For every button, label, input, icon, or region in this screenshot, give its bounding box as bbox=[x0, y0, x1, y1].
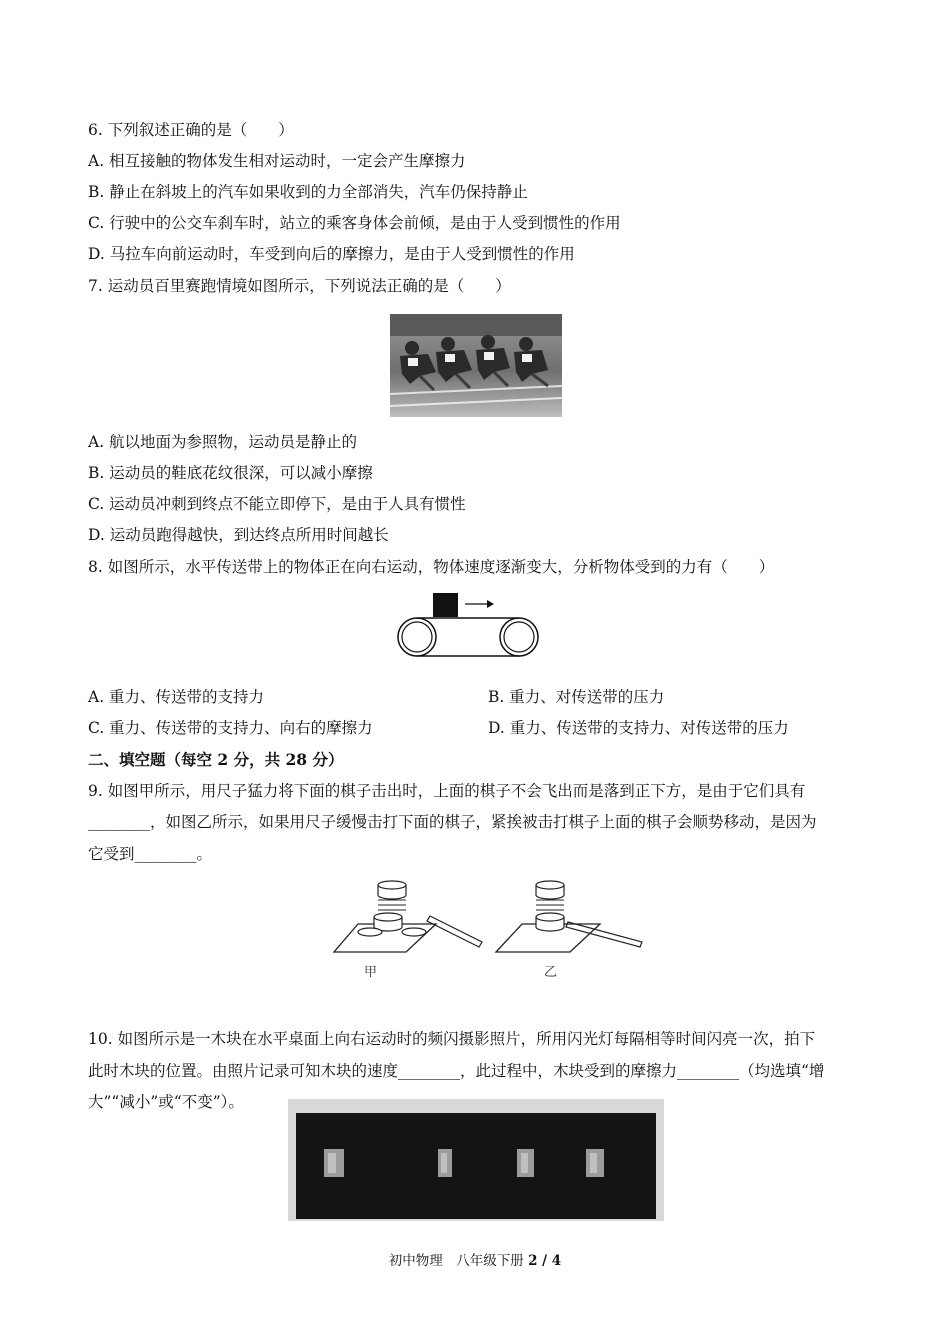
q8-option-b: B. 重力、对传送带的压力 bbox=[488, 688, 665, 706]
q6-stem: 6. 下列叙述正确的是（ ） bbox=[88, 121, 294, 139]
footer-text: 初中物理 八年级下册 bbox=[388, 1253, 529, 1269]
chess-pieces-diagram bbox=[330, 880, 648, 980]
q8-stem: 8. 如图所示，水平传送带上的物体正在向右运动，物体速度逐渐变大，分析物体受到的力有（ ） bbox=[88, 558, 775, 576]
q8-option-c: C. 重力、传送带的支持力、向右的摩擦力 bbox=[88, 719, 373, 737]
q6-option-d: D. 马拉车向前运动时，车受到向后的摩擦力，是由于人受到惯性的作用 bbox=[88, 245, 575, 263]
q10-line-3: 大”“减小”或“不变”）。 bbox=[88, 1093, 244, 1111]
q9-line-3: 它受到________。 bbox=[88, 845, 213, 863]
sprinters-photo bbox=[390, 314, 562, 417]
q10-line-1: 10. 如图所示是一木块在水平桌面上向右运动时的频闪摄影照片，所用闪光灯每隔相等时间闪亮一次，拍下 bbox=[88, 1030, 816, 1048]
q6-option-a: A. 相互接触的物体发生相对运动时，一定会产生摩擦力 bbox=[88, 152, 466, 170]
q7-option-c: C. 运动员冲刺到终点不能立即停下，是由于人具有惯性 bbox=[88, 495, 466, 513]
q6-option-c: C. 行驶中的公交车刹车时，站立的乘客身体会前倾，是由于人受到惯性的作用 bbox=[88, 214, 621, 232]
q7-stem: 7. 运动员百里赛跑情境如图所示，下列说法正确的是（ ） bbox=[88, 277, 511, 295]
strobe-photo bbox=[288, 1099, 664, 1221]
q6-option-b: B. 静止在斜坡上的汽车如果收到的力全部消失，汽车仍保持静止 bbox=[88, 183, 528, 201]
page-footer bbox=[0, 1249, 950, 1269]
q7-option-d: D. 运动员跑得越快，到达终点所用时间越长 bbox=[88, 526, 389, 544]
q7-option-a: A. 航以地面为参照物，运动员是静止的 bbox=[88, 433, 358, 451]
page-number: 2 / 4 bbox=[528, 1253, 562, 1269]
q8-option-a: A. 重力、传送带的支持力 bbox=[88, 688, 265, 706]
q8-option-d: D. 重力、传送带的支持力、对传送带的压力 bbox=[488, 719, 789, 737]
section2-title: 二、填空题（每空 2 分，共 28 分） bbox=[88, 750, 344, 769]
fig-label-yi: 乙 bbox=[544, 965, 558, 980]
q10-line-2: 此时木块的位置。由照片记录可知木块的速度________，此过程中，木块受到的摩擦力________（均选填“增 bbox=[88, 1062, 825, 1080]
q9-line-1: 9. 如图甲所示，用尺子猛力将下面的棋子击出时，上面的棋子不会飞出而是落到正下方，是由于它们具有 bbox=[88, 782, 806, 800]
q9-line-2: ________，如图乙所示，如果用尺子缓慢击打下面的棋子，紧挨被击打棋子上面的棋子会顺势移动，是因为 bbox=[88, 813, 817, 831]
fig-label-jia: 甲 bbox=[364, 965, 378, 980]
q7-option-b: B. 运动员的鞋底花纹很深，可以减小摩擦 bbox=[88, 464, 373, 482]
conveyor-belt-diagram bbox=[395, 590, 541, 660]
